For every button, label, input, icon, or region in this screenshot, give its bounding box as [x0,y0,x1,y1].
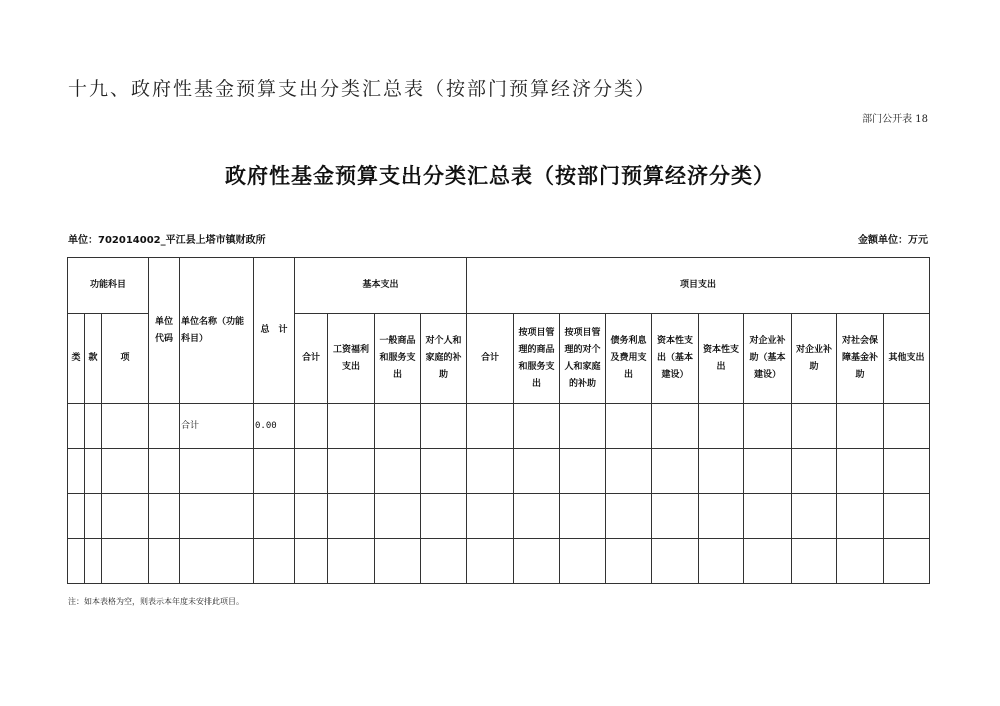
project-col-header: 对企业补助 [792,314,837,404]
unit-code-header: 单位代码 [149,258,180,404]
header-row-1 [68,258,930,314]
project-col-header: 按项目管理的商品和服务支出 [514,314,560,404]
functional-subject-header: 功能科目 [68,258,149,314]
project-col-header: 对企业补助（基本建设） [744,314,792,404]
unit-name-header: 单位名称（功能科目） [180,258,254,404]
project-expenditure-header: 项目支出 [467,258,930,314]
table-row [68,404,930,449]
project-col-header: 债务利息及费用支出 [606,314,652,404]
xiang-header: 项 [102,314,149,404]
basic-col-header: 对个人和家庭的补助 [421,314,467,404]
table-row [68,539,930,584]
kuan-header: 款 [85,314,102,404]
form-number: 部门公开表 18 [862,114,928,125]
project-col-header: 资本性支出 [699,314,744,404]
project-col-header: 合计 [467,314,514,404]
basic-col-header: 合计 [295,314,328,404]
project-col-header: 按项目管理的对个人和家庭的补助 [560,314,606,404]
table-note: 注：如本表格为空，则表示本年度未安排此项目。 [68,597,244,606]
row-unit-name: 合计 [180,404,254,449]
row-total: 0.00 [254,404,295,449]
project-col-header: 资本性支出（基本建设） [652,314,699,404]
amount-unit-label: 金额单位：万元 [858,235,928,246]
table-row [68,449,930,494]
main-title: 政府性基金预算支出分类汇总表（按部门预算经济分类） [225,164,775,188]
lei-header: 类 [68,314,85,404]
section-title: 十九、政府性基金预算支出分类汇总表（按部门预算经济分类） [68,78,657,100]
basic-expenditure-header: 基本支出 [295,258,467,314]
unit-label: 单位：702014002_平江县上塔市镇财政所 [68,235,266,246]
table-row [68,494,930,539]
basic-col-header: 一般商品和服务支出 [375,314,421,404]
basic-col-header: 工资福利支出 [328,314,375,404]
total-header: 总 计 [254,258,295,404]
project-col-header: 其他支出 [884,314,930,404]
project-col-header: 对社会保障基金补助 [837,314,884,404]
expenditure-table [67,257,930,584]
